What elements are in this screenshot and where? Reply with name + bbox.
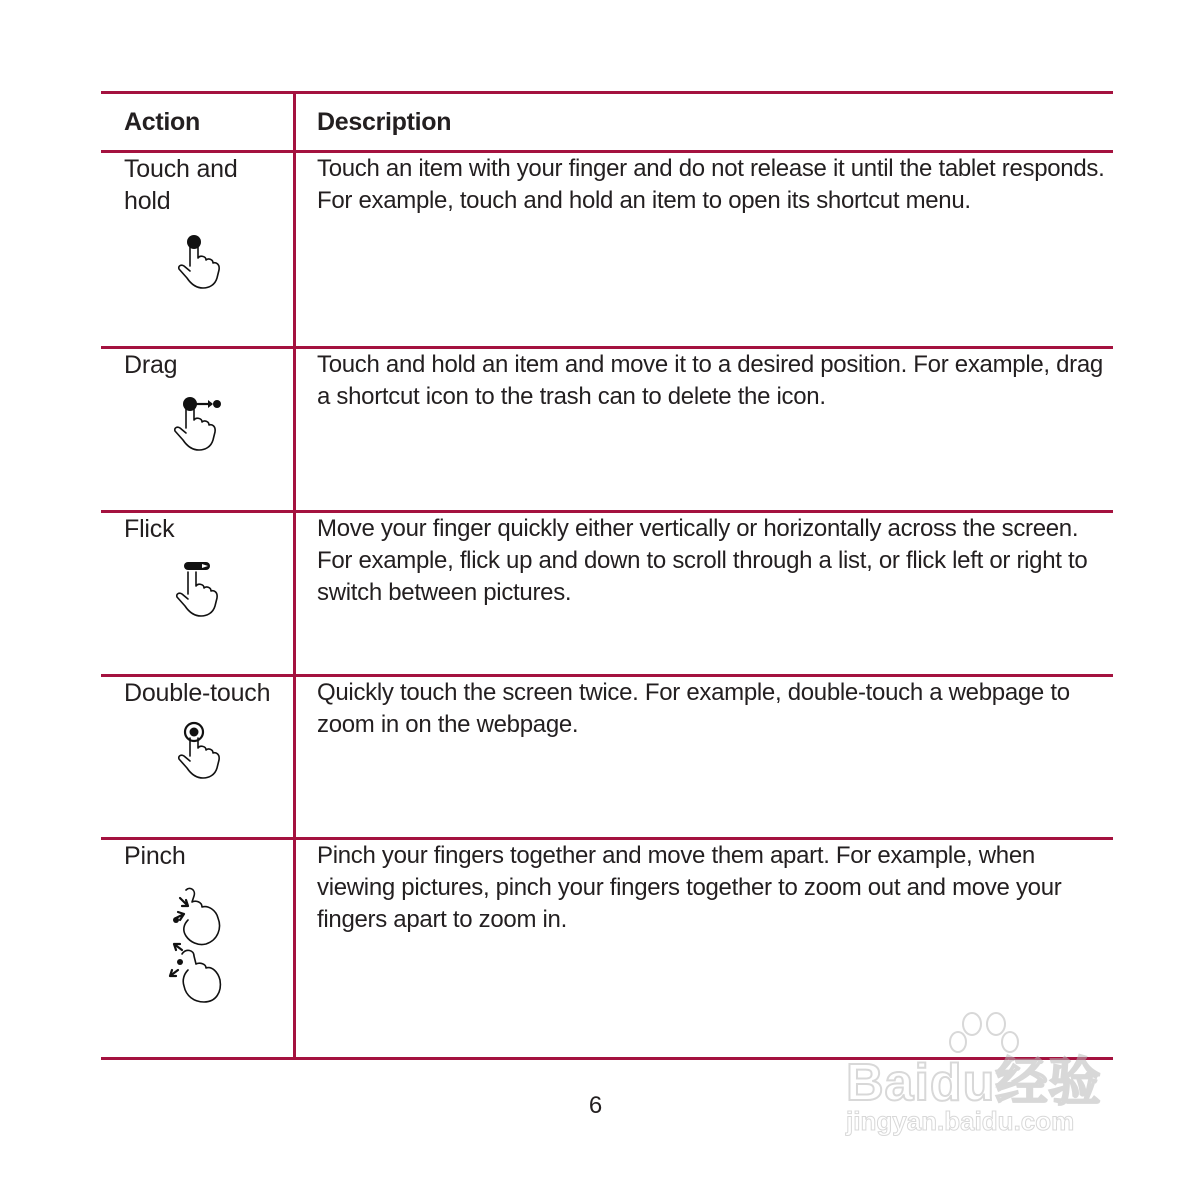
watermark-logo: Baidu经验 <box>846 1054 1102 1112</box>
description-drag: Touch and hold an item and move it to a desired position. For example, drag a shortcut icon to the trash can to delete the icon. <box>317 351 1103 410</box>
description-pinch: Pinch your fingers together and move them apart. For example, when viewing pictures, pinch your fingers together to zoom out and move your fingers apart to zoom in. <box>317 842 1062 933</box>
action-flick: Flick <box>124 515 175 543</box>
table-top-rule <box>101 91 1113 94</box>
baidu-watermark <box>842 1010 1122 1150</box>
action-touch-and-hold: Touch and hold <box>124 155 238 215</box>
column-divider <box>293 93 296 1059</box>
watermark-url: jingyan.baidu.com <box>846 1106 1075 1136</box>
action-pinch: Pinch <box>124 842 186 870</box>
drag-icon <box>166 390 230 454</box>
page-number: 6 <box>588 1092 603 1119</box>
flick-icon <box>168 556 228 620</box>
action-drag: Drag <box>124 351 178 379</box>
pinch-icon <box>166 884 236 1006</box>
description-touch-and-hold: Touch an item with your finger and do not release it until the tablet responds. For example, touch and hold an item to open its shortcut menu. <box>317 155 1105 214</box>
header-action: Action <box>124 108 200 136</box>
description-double-touch: Quickly touch the screen twice. For example, double-touch a webpage to zoom in on the webpage. <box>317 679 1070 738</box>
header-description: Description <box>317 108 452 136</box>
double-touch-icon <box>170 718 230 782</box>
action-double-touch: Double-touch <box>124 679 271 707</box>
touch-and-hold-icon <box>170 228 230 292</box>
description-flick: Move your finger quickly either vertically or horizontally across the screen. For example, flick up and down to scroll through a list, or flick left or right to switch between pictures. <box>317 515 1088 606</box>
